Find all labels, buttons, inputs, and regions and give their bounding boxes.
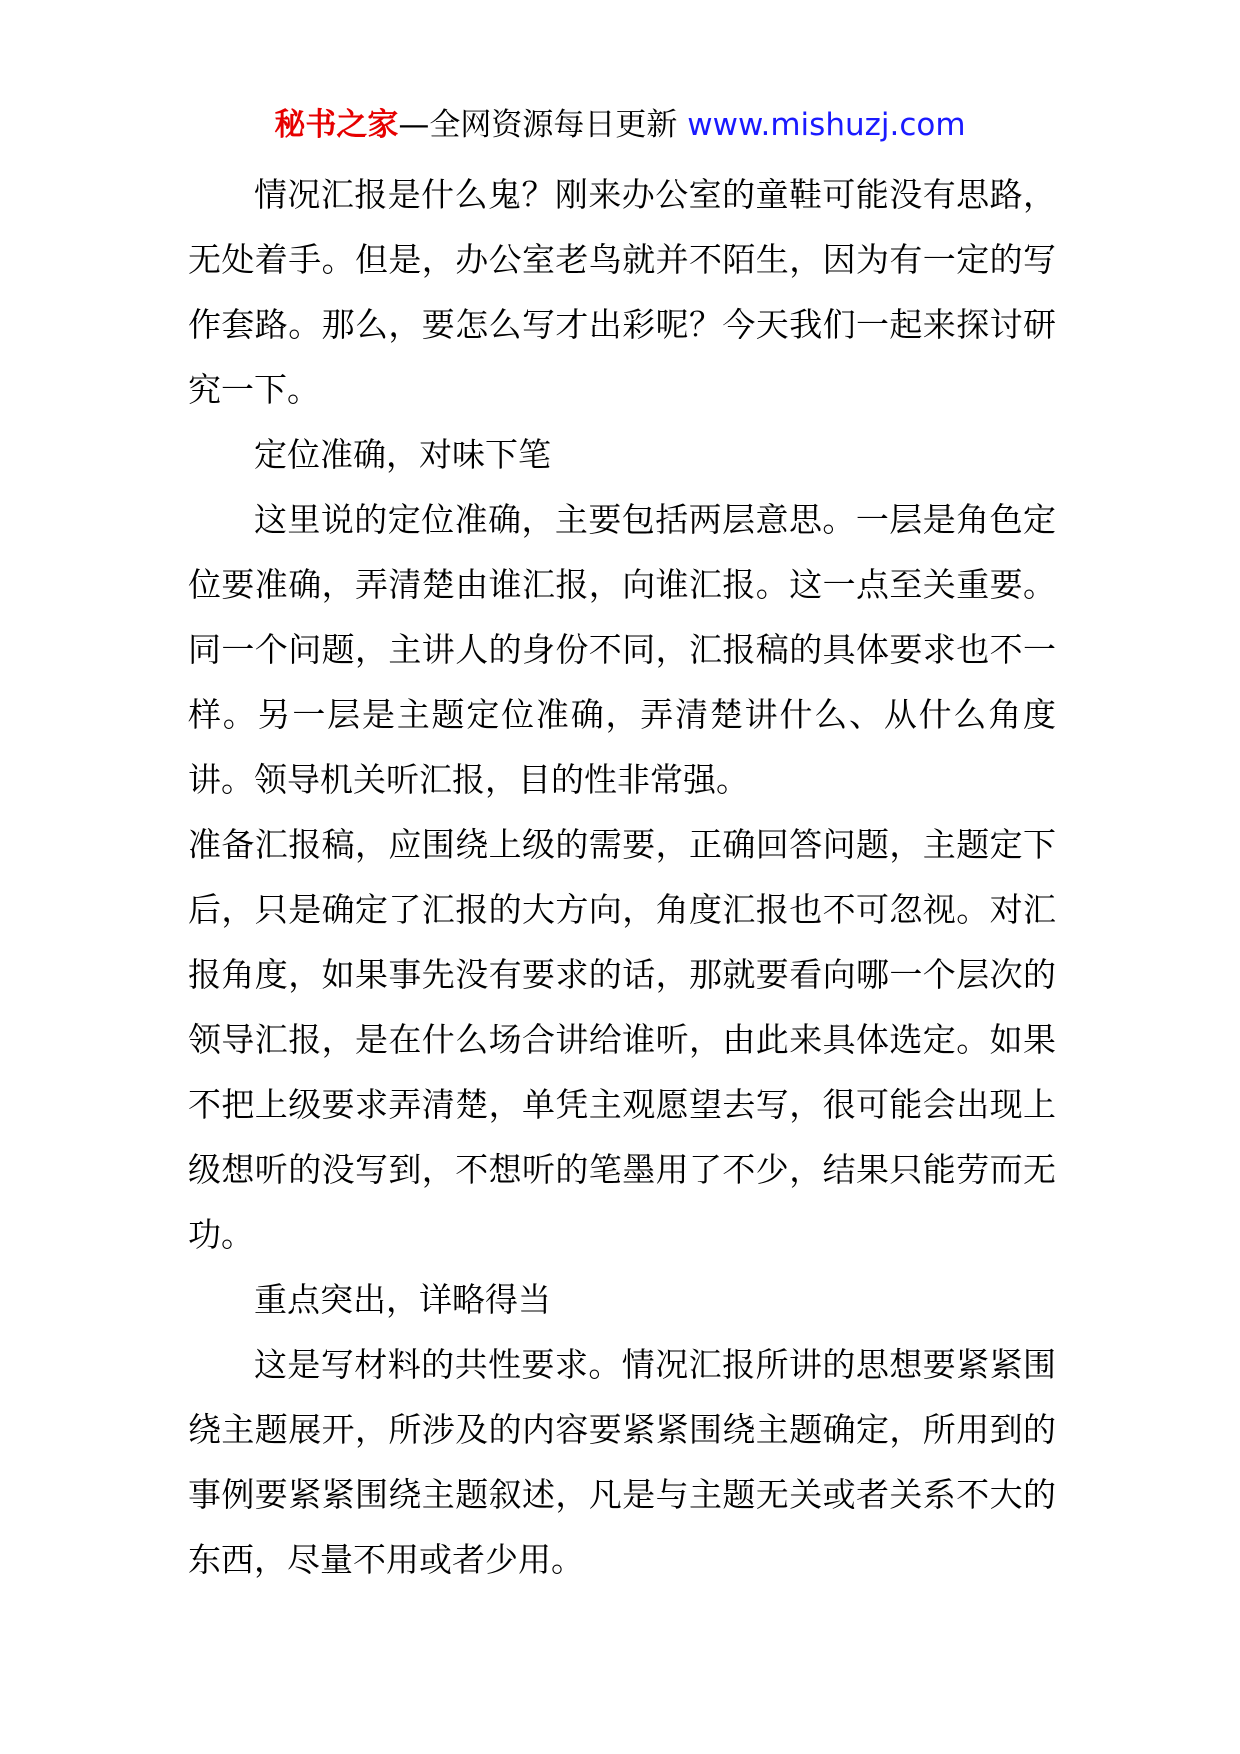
- positioning-paragraph: 这里说的定位准确，主要包括两层意思。一层是角色定位要准确，弄清楚由谁汇报，向谁汇报。这一点至关重要。同一个问题，主讲人的身份不同，汇报稿的具体要求也不一样。另一层是主题定位准确，弄清楚讲什么、从什么角度讲。领导机关听汇报，目的性非常强。: [188, 500, 1056, 799]
- section-heading-positioning: 定位准确，对味下笔: [254, 435, 551, 474]
- document-body: [188, 162, 1056, 1592]
- section-heading-focus: 重点突出，详略得当: [254, 1280, 551, 1319]
- report-angle-paragraph: 准备汇报稿，应围绕上级的需要，正确回答问题，主题定下后，只是确定了汇报的大方向，角度汇报也不可忽视。对汇报角度，如果事先没有要求的话，那就要看向哪一个层次的领导汇报，是在什么场合讲给谁听，由此来具体选定。如果不把上级要求弄清楚，单凭主观愿望去写，很可能会出现上级想听的没写到，不想听的笔墨用了不少，结果只能劳而无功。: [188, 825, 1056, 1254]
- page-header: [0, 100, 1240, 150]
- intro-paragraph: 情况汇报是什么鬼？刚来办公室的童鞋可能没有思路，无处着手。但是，办公室老鸟就并不陌生，因为有一定的写作套路。那么，要怎么写才出彩呢？今天我们一起来探讨研究一下。: [188, 175, 1056, 409]
- website-link[interactable]: www.mishuzj.com: [687, 107, 966, 143]
- header-tagline: —全网资源每日更新: [398, 107, 678, 143]
- focus-paragraph: 这是写材料的共性要求。情况汇报所讲的思想要紧紧围绕主题展开，所涉及的内容要紧紧围绕主题确定，所用到的事例要紧紧围绕主题叙述，凡是与主题无关或者关系不大的东西，尽量不用或者少用。: [188, 1345, 1056, 1579]
- brand-name: 秘书之家: [274, 107, 399, 143]
